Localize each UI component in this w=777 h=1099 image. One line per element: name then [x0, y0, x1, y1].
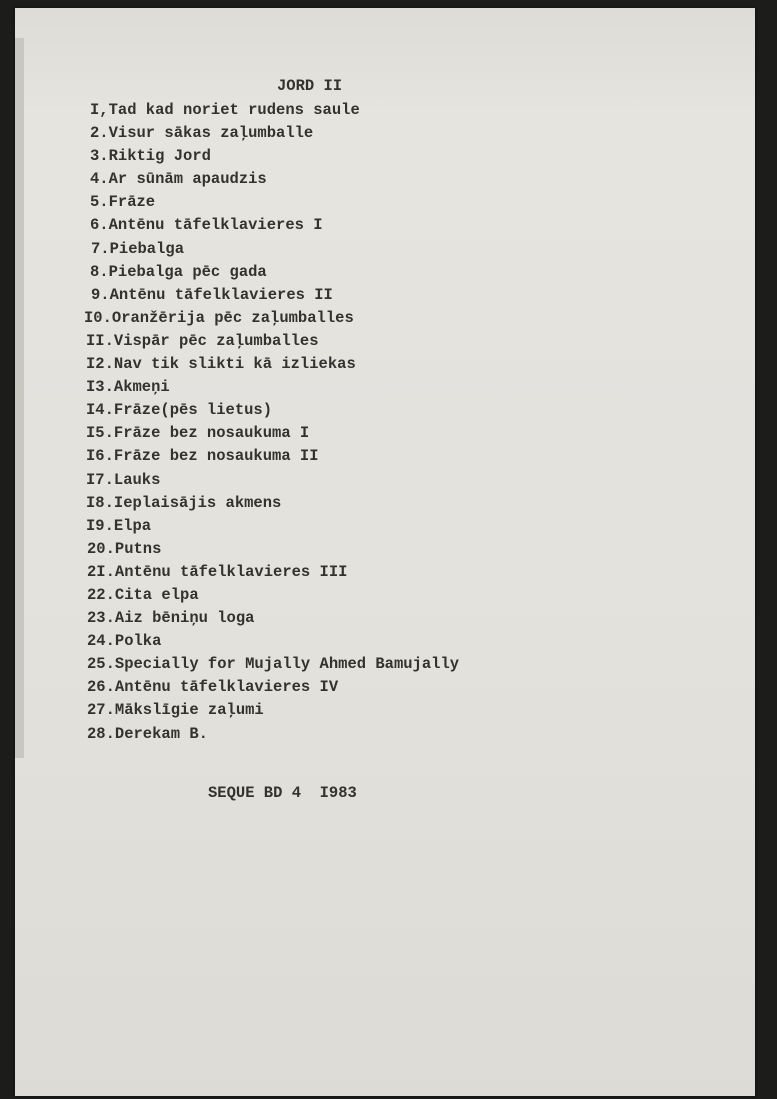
track-item: 26.Antēnu tāfelklavieres IV: [87, 678, 339, 697]
track-item: 7.Piebalga: [91, 239, 185, 258]
track-item: 2I.Antēnu tāfelklavieres III: [87, 562, 348, 581]
track-item: I4.Frāze(pēs lietus): [86, 401, 273, 420]
catalog-footer: SEQUE BD 4 I983: [208, 784, 357, 802]
track-item: 28.Derekam B.: [87, 724, 208, 743]
track-item: 9.Antēnu tāfelklavieres II: [91, 285, 333, 304]
track-item: 22.Cita elpa: [87, 585, 199, 604]
track-item: 23.Aiz bēniņu loga: [87, 609, 255, 628]
track-item: I3.Akmeņi: [86, 378, 170, 397]
track-list: [84, 99, 460, 746]
track-item: 3.Riktig Jord: [90, 147, 211, 166]
paper-edge-shadow: [15, 38, 24, 758]
track-item: I0.Oranžērija pēc zaļumballes: [84, 308, 354, 327]
track-item: II.Vispār pēc zaļumballes: [86, 331, 319, 350]
track-item: 5.Frāze: [90, 193, 156, 212]
document-title: JORD II: [277, 77, 343, 95]
track-item: 25.Specially for Mujally Ahmed Bamujally: [87, 655, 460, 674]
track-item: 24.Polka: [87, 632, 162, 651]
track-item: 6.Antēnu tāfelklavieres I: [90, 216, 323, 235]
track-item: 20.Putns: [87, 539, 162, 558]
track-item: I,Tad kad noriet rudens saule: [90, 101, 360, 119]
track-item: I5.Frāze bez nosaukuma I: [86, 424, 310, 443]
typed-sheet: [15, 8, 755, 1096]
track-item: I9.Elpa: [86, 516, 152, 535]
track-item: I8.Ieplaisājis akmens: [86, 493, 282, 512]
track-item: 4.Ar sūnām apaudzis: [90, 170, 267, 189]
track-item: I7.Lauks: [86, 470, 161, 489]
track-item: 27.Mākslīgie zaļumi: [87, 701, 264, 720]
track-item: 2.Visur sākas zaļumballe: [90, 124, 314, 143]
track-item: I2.Nav tik slikti kā izliekas: [86, 355, 356, 374]
track-item: 8.Piebalga pēc gada: [90, 262, 267, 281]
track-item: I6.Frāze bez nosaukuma II: [86, 447, 319, 466]
